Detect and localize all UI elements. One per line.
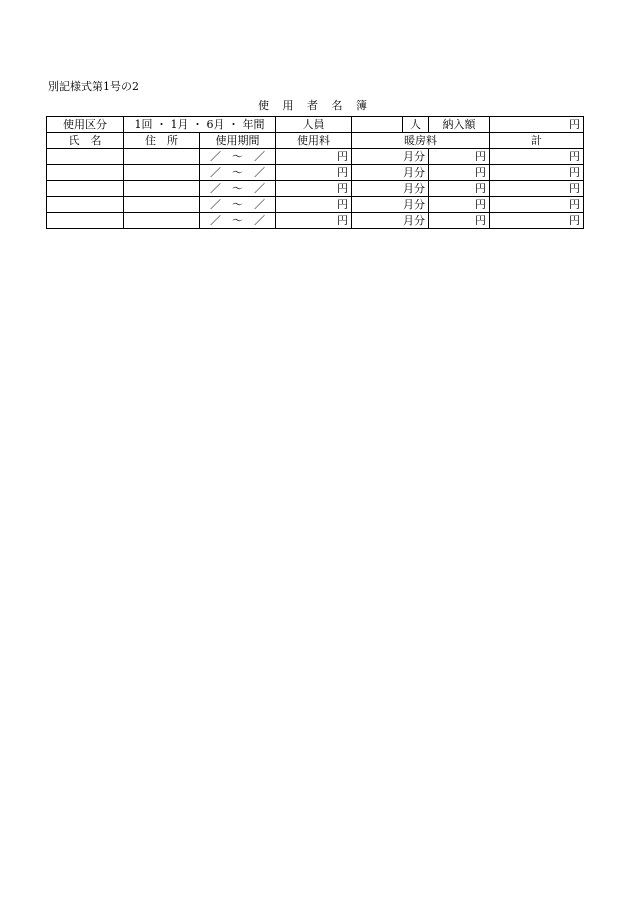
name-cell[interactable] (47, 213, 124, 229)
total-cell[interactable]: 円 (490, 181, 584, 197)
heating-months-cell[interactable]: 月分 (352, 197, 429, 213)
address-cell[interactable] (124, 197, 200, 213)
amount-value[interactable]: 円 (490, 117, 584, 133)
total-cell[interactable]: 円 (490, 213, 584, 229)
period-cell[interactable]: ／ ～ ／ (200, 181, 276, 197)
name-cell[interactable] (47, 181, 124, 197)
form-number: 別記様式第1号の2 (48, 80, 139, 93)
table-row (47, 197, 584, 213)
col-header-total: 計 (490, 133, 584, 149)
fee-cell[interactable]: 円 (276, 181, 352, 197)
total-cell[interactable]: 円 (490, 165, 584, 181)
amount-label: 納入額 (429, 117, 490, 133)
header-row (47, 117, 584, 133)
table-row (47, 165, 584, 181)
name-cell[interactable] (47, 165, 124, 181)
column-header-row (47, 133, 584, 149)
address-cell[interactable] (124, 213, 200, 229)
name-cell[interactable] (47, 197, 124, 213)
heating-fee-cell[interactable]: 円 (429, 181, 490, 197)
table-row (47, 213, 584, 229)
fee-cell[interactable]: 円 (276, 165, 352, 181)
heating-fee-cell[interactable]: 円 (429, 165, 490, 181)
heating-months-cell[interactable]: 月分 (352, 181, 429, 197)
heating-months-cell[interactable]: 月分 (352, 165, 429, 181)
col-header-fee: 使用料 (276, 133, 352, 149)
table-row (47, 149, 584, 165)
name-cell[interactable] (47, 149, 124, 165)
period-cell[interactable]: ／ ～ ／ (200, 165, 276, 181)
total-cell[interactable]: 円 (490, 197, 584, 213)
total-cell[interactable]: 円 (490, 149, 584, 165)
fee-cell[interactable]: 円 (276, 149, 352, 165)
table-row (47, 181, 584, 197)
address-cell[interactable] (124, 181, 200, 197)
col-header-name: 氏 名 (47, 133, 124, 149)
fee-cell[interactable]: 円 (276, 213, 352, 229)
heating-fee-cell[interactable]: 円 (429, 197, 490, 213)
col-header-period: 使用期間 (200, 133, 276, 149)
fee-cell[interactable]: 円 (276, 197, 352, 213)
col-header-heating-fee: 暖房料 (352, 133, 490, 149)
persons-value[interactable] (352, 117, 403, 133)
category-options: 1回 ・ 1月 ・ 6月 ・ 年間 (124, 117, 276, 133)
heating-months-cell[interactable]: 月分 (352, 213, 429, 229)
user-roster-table (46, 116, 584, 229)
heating-months-cell[interactable]: 月分 (352, 149, 429, 165)
heating-fee-cell[interactable]: 円 (429, 149, 490, 165)
persons-label: 人員 (276, 117, 352, 133)
address-cell[interactable] (124, 149, 200, 165)
address-cell[interactable] (124, 165, 200, 181)
period-cell[interactable]: ／ ～ ／ (200, 213, 276, 229)
period-cell[interactable]: ／ ～ ／ (200, 149, 276, 165)
period-cell[interactable]: ／ ～ ／ (200, 197, 276, 213)
persons-unit: 人 (403, 117, 429, 133)
heating-fee-cell[interactable]: 円 (429, 213, 490, 229)
category-label: 使用区分 (47, 117, 124, 133)
page-title: 使 用 者 名 簿 (258, 99, 372, 112)
col-header-address: 住 所 (124, 133, 200, 149)
